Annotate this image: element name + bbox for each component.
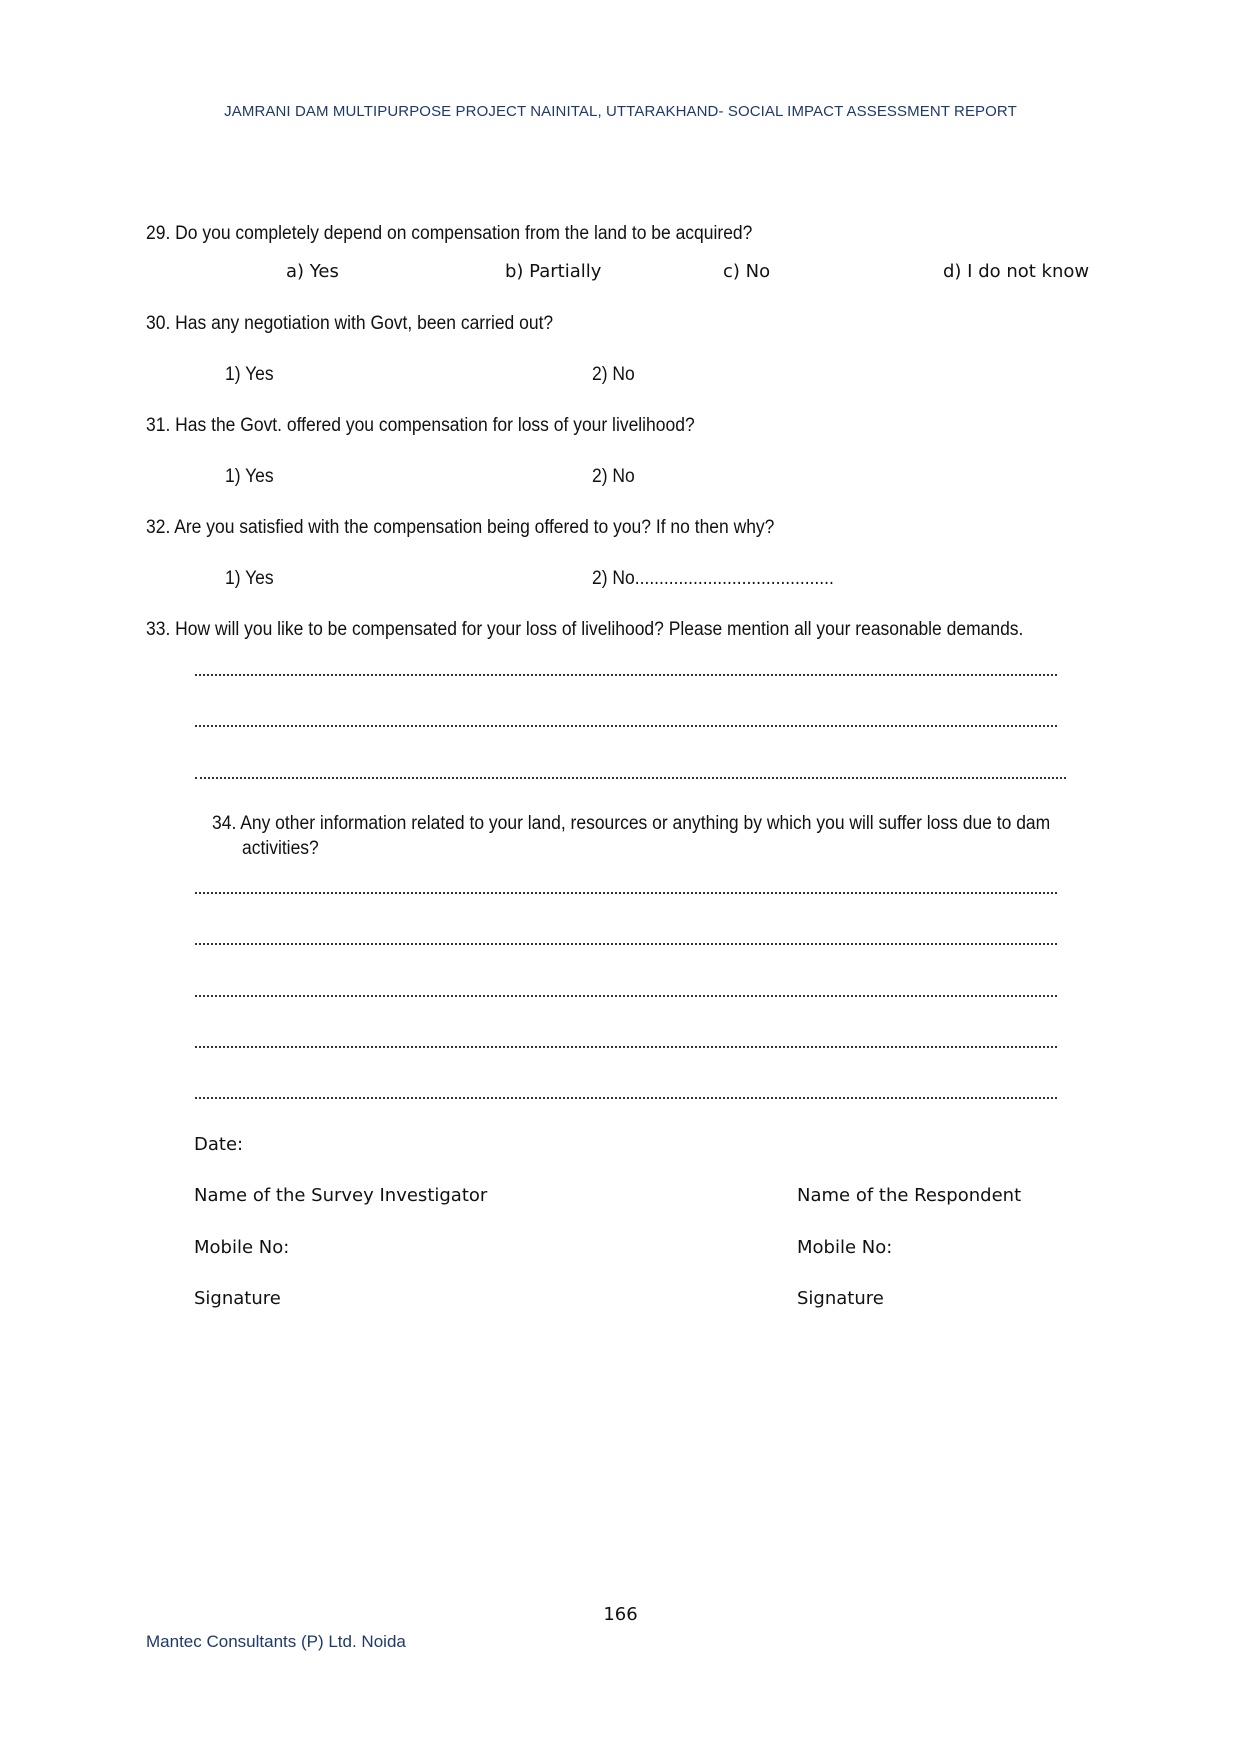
- report-header: JAMRANI DAM MULTIPURPOSE PROJECT NAINITAL, UTTARAKHAND- SOCIAL IMPACT ASSESSMENT REPORT: [224, 103, 1017, 120]
- question-30: 30. Has any negotiation with Govt, been carried out?: [146, 313, 554, 334]
- q30-option-1: 1) Yes: [225, 364, 274, 385]
- q30-option-2: 2) No: [592, 364, 635, 385]
- investigator-mobile-label: Mobile No:: [194, 1237, 290, 1258]
- q31-option-2: 2) No: [592, 466, 635, 487]
- respondent-mobile-label: Mobile No:: [797, 1237, 893, 1258]
- investigator-signature-label: Signature: [194, 1288, 281, 1309]
- answer-line: [195, 937, 1057, 945]
- footer-company: Mantec Consultants (P) Ltd. Noida: [146, 1632, 406, 1651]
- answer-line: [195, 989, 1057, 997]
- q29-option-a: a) Yes: [286, 261, 339, 282]
- q29-option-b: b) Partially: [505, 261, 602, 282]
- question-32: 32. Are you satisfied with the compensation being offered to you? If no then why?: [146, 517, 775, 538]
- respondent-signature-label: Signature: [797, 1288, 884, 1309]
- question-29: 29. Do you completely depend on compensation from the land to be acquired?: [146, 223, 753, 244]
- q29-option-d: d) I do not know: [943, 261, 1090, 282]
- answer-line: [195, 668, 1057, 676]
- investigator-name-label: Name of the Survey Investigator: [194, 1185, 488, 1206]
- answer-line: [195, 1040, 1057, 1048]
- answer-line: [195, 1091, 1057, 1099]
- q31-option-1: 1) Yes: [225, 466, 274, 487]
- date-label: Date:: [194, 1134, 244, 1155]
- q29-option-c: c) No: [723, 261, 771, 282]
- answer-line: [195, 771, 1066, 779]
- question-33: 33. How will you like to be compensated for your loss of livelihood? Please mention all your reasonable demands.: [146, 619, 1024, 640]
- answer-line: [195, 719, 1057, 727]
- question-34: 34. Any other information related to your land, resources or anything by which you will suffer loss due to dam: [212, 813, 1051, 834]
- question-34-continuation: activities?: [242, 838, 319, 859]
- respondent-name-label: Name of the Respondent: [797, 1185, 1022, 1206]
- question-31: 31. Has the Govt. offered you compensation for loss of your livelihood?: [146, 415, 695, 436]
- q32-option-1: 1) Yes: [225, 568, 274, 589]
- page-number: 166: [603, 1604, 638, 1625]
- q32-option-2: 2) No.........................................: [592, 568, 834, 589]
- answer-line: [195, 886, 1057, 894]
